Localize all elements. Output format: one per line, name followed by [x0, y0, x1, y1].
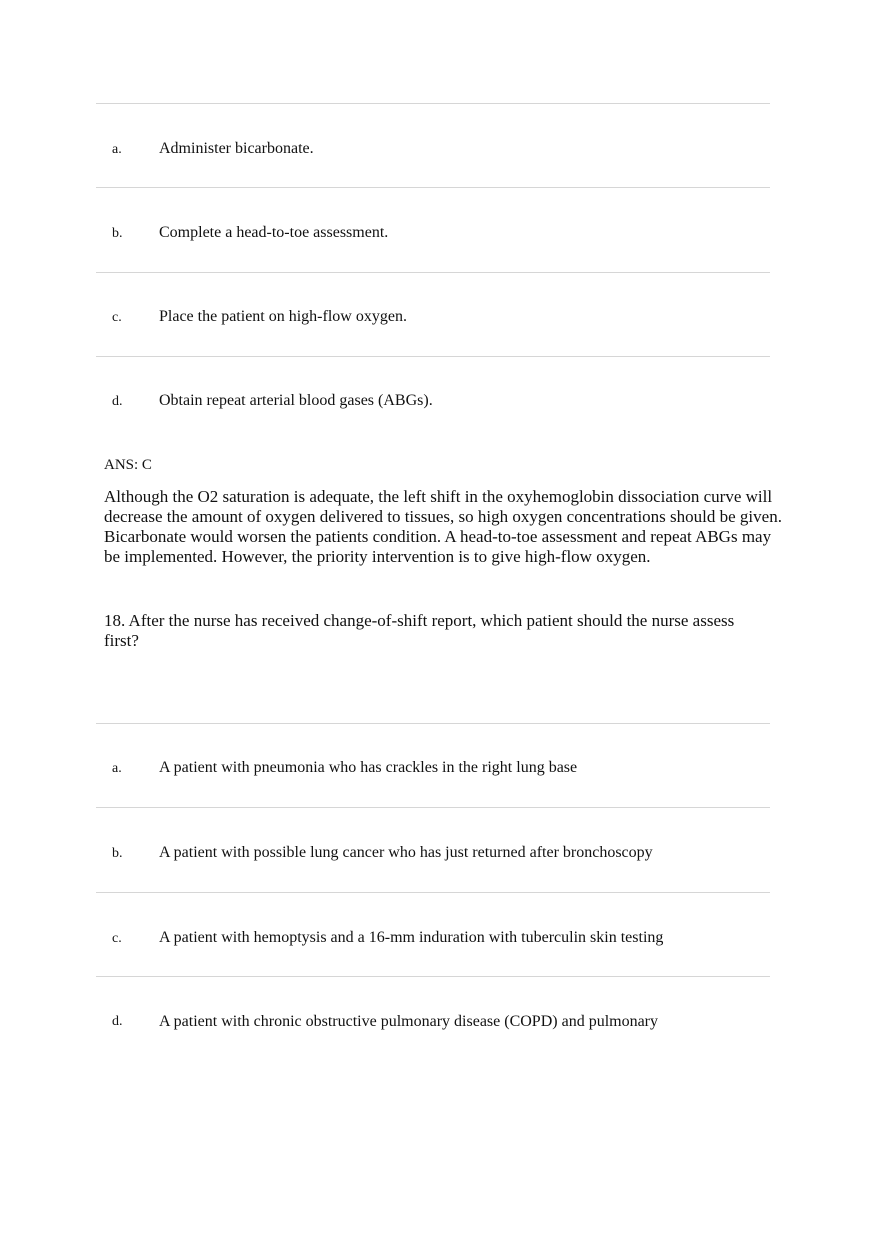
question-text: 18. After the nurse has received change-of-shift report, which patient should the nurse assess first?	[104, 611, 735, 650]
option-text: Obtain repeat arterial blood gases (ABGs).	[159, 392, 433, 409]
option-letter: a.	[112, 761, 122, 776]
divider	[96, 807, 770, 808]
option-letter: d.	[112, 1014, 123, 1029]
option-text: Place the patient on high-flow oxygen.	[159, 308, 407, 325]
divider	[96, 103, 770, 104]
answer-label: ANS: C	[104, 457, 152, 473]
option-text: Administer bicarbonate.	[159, 140, 314, 157]
divider	[96, 723, 770, 724]
option-text: A patient with possible lung cancer who has just returned after bronchoscopy	[159, 844, 653, 861]
divider	[96, 892, 770, 893]
divider	[96, 356, 770, 357]
divider	[96, 272, 770, 273]
option-letter: b.	[112, 226, 123, 241]
option-letter: d.	[112, 394, 123, 409]
option-text: A patient with pneumonia who has crackles in the right lung base	[159, 759, 578, 776]
rationale-text: Although the O2 saturation is adequate, the left shift in the oxyhemoglobin dissociation curve will decrease the amount of oxygen delivered to tissues, so high oxygen concentrations should be given. Bicarbonate would worsen the patients condition. A head-to-toe assessment and repeat ABGs may be implemented. However, the priority intervention is to give high-flow oxygen.	[104, 487, 782, 566]
option-text: A patient with hemoptysis and a 16-mm induration with tuberculin skin testing	[159, 929, 664, 946]
divider	[96, 187, 770, 188]
option-letter: a.	[112, 142, 122, 157]
option-text: A patient with chronic obstructive pulmonary disease (COPD) and pulmonary	[159, 1013, 659, 1030]
option-letter: c.	[112, 931, 122, 946]
option-letter: c.	[112, 310, 122, 325]
option-letter: b.	[112, 846, 123, 861]
option-text: Complete a head-to-toe assessment.	[159, 224, 389, 241]
divider	[96, 976, 770, 977]
